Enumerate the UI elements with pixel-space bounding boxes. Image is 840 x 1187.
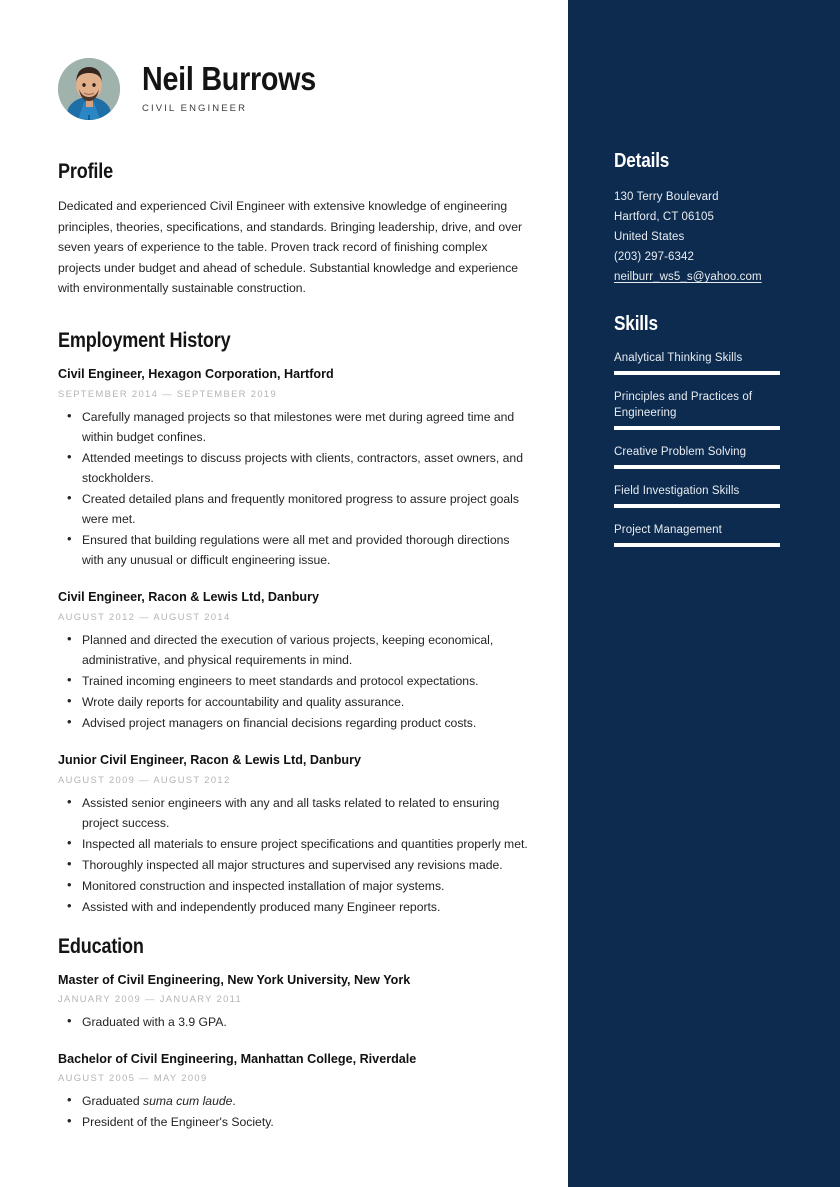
list-item: • Trained incoming engineers to meet standards and protocol expectations. (58, 671, 528, 691)
list-item: • Graduated with a 3.9 GPA. (58, 1012, 528, 1032)
list-item: • Ensured that building regulations were all met and provided thorough directions with any unusual or difficult engineering issue. (58, 530, 528, 570)
entry-dates: SEPTEMBER 2014 — SEPTEMBER 2019 (58, 387, 278, 399)
list-item: • Carefully managed projects so that milestones were met during agreed time and within budget confines. (58, 407, 528, 447)
entry-dates: AUGUST 2009 — AUGUST 2012 (58, 773, 231, 785)
skill-bar-fill (614, 371, 780, 375)
list-item: • Created detailed plans and frequently monitored progress to assure project goals were met. (58, 489, 528, 529)
list-item: • President of the Engineer's Society. (58, 1112, 528, 1132)
email-link[interactable]: neilburr_ws5_s@yahoo.com (614, 271, 762, 283)
employment-section (58, 329, 528, 917)
skills-list (614, 350, 840, 547)
list-item: • Planned and directed the execution of various projects, keeping economical, administrative, and physical requirements in mind. (58, 630, 528, 670)
section-heading-skills: Skills (614, 313, 658, 335)
list-item: • Wrote daily reports for accountability and quality assurance. (58, 692, 528, 712)
entry-title: Bachelor of Civil Engineering, Manhattan College, Riverdale (58, 1051, 417, 1066)
entry-dates: AUGUST 2005 — MAY 2009 (58, 1071, 208, 1083)
resume-entry (58, 751, 528, 917)
sidebar (568, 0, 840, 1187)
list-item: • Assisted senior engineers with any and all tasks related to related to ensuring project success. (58, 793, 528, 833)
page-title: Neil Burrows (142, 60, 316, 97)
skill-bar-fill (614, 504, 780, 508)
entry-dates: JANUARY 2009 — JANUARY 2011 (58, 992, 243, 1004)
employment-entry-list (58, 365, 528, 917)
profile-section (58, 160, 528, 299)
skill-bar (614, 543, 780, 547)
list-item: • Graduated suma cum laude. (58, 1091, 528, 1111)
details-section (614, 150, 840, 287)
skill-bar-fill (614, 543, 780, 547)
skill-item (614, 350, 780, 375)
skill-item (614, 444, 780, 469)
entry-bullet-list (58, 793, 528, 917)
entry-title: Junior Civil Engineer, Racon & Lewis Ltd, Danbury (58, 752, 361, 767)
entry-bullet-list (58, 1091, 528, 1132)
resume-entry (58, 1050, 528, 1132)
list-item: • Advised project managers on financial decisions regarding product costs. (58, 713, 528, 733)
education-entry-list (58, 971, 528, 1132)
skill-item (614, 483, 780, 508)
detail-line: (203) 297-6342 (614, 251, 695, 263)
profile-text: Dedicated and experienced Civil Engineer with extensive knowledge of engineering principles, theories, specifications, and standards. Bringing leadership, drive, and over seven years of experience to the table. Proven track record of finishing complex projects under budget and ahead of schedule. Substantial knowledge and experience with environmentally sustainable construction. (58, 199, 523, 295)
details-list (614, 187, 840, 267)
section-heading-profile: Profile (58, 160, 113, 183)
resume-header (58, 58, 528, 120)
list-item: • Monitored construction and inspected installation of major systems. (58, 876, 528, 896)
skill-label: Principles and Practices of Engineering (614, 391, 753, 419)
resume-entry (58, 588, 528, 733)
skill-item (614, 389, 780, 430)
avatar (58, 58, 120, 120)
skill-bar (614, 465, 780, 469)
list-item: • Assisted with and independently produced many Engineer reports. (58, 897, 528, 917)
entry-bullet-list (58, 630, 528, 733)
skill-bar-fill (614, 465, 780, 469)
entry-dates: AUGUST 2012 — AUGUST 2014 (58, 610, 231, 622)
education-section (58, 935, 528, 1132)
section-heading-education: Education (58, 934, 144, 958)
entry-bullet-list (58, 407, 528, 570)
list-item: • Thoroughly inspected all major structures and supervised any revisions made. (58, 855, 528, 875)
resume-entry (58, 365, 528, 570)
entry-title: Master of Civil Engineering, New York University, New York (58, 972, 411, 987)
skill-label: Field Investigation Skills (614, 485, 740, 497)
detail-line: 130 Terry Boulevard (614, 191, 719, 203)
skill-label: Project Management (614, 524, 722, 536)
skill-label: Analytical Thinking Skills (614, 352, 743, 364)
skill-bar-fill (614, 426, 780, 430)
skill-item (614, 522, 780, 547)
section-heading-employment: Employment History (58, 328, 231, 352)
skill-bar (614, 426, 780, 430)
list-item: • Attended meetings to discuss projects with clients, contractors, asset owners, and stockholders. (58, 448, 528, 488)
job-title: CIVIL ENGINEER (142, 103, 248, 114)
entry-title: Civil Engineer, Racon & Lewis Ltd, Danbury (58, 589, 320, 604)
section-heading-details: Details (614, 150, 670, 172)
detail-line: United States (614, 231, 685, 243)
skill-bar (614, 371, 780, 375)
profile-photo-icon (58, 58, 120, 120)
entry-bullet-list (58, 1012, 528, 1032)
name-block (142, 60, 342, 118)
entry-title: Civil Engineer, Hexagon Corporation, Hartford (58, 366, 334, 381)
skills-section (614, 313, 840, 547)
skill-bar (614, 504, 780, 508)
detail-line: Hartford, CT 06105 (614, 211, 715, 223)
resume-entry (58, 971, 528, 1032)
skill-label: Creative Problem Solving (614, 446, 747, 458)
list-item: • Inspected all materials to ensure project specifications and quantities properly met. (58, 834, 528, 854)
